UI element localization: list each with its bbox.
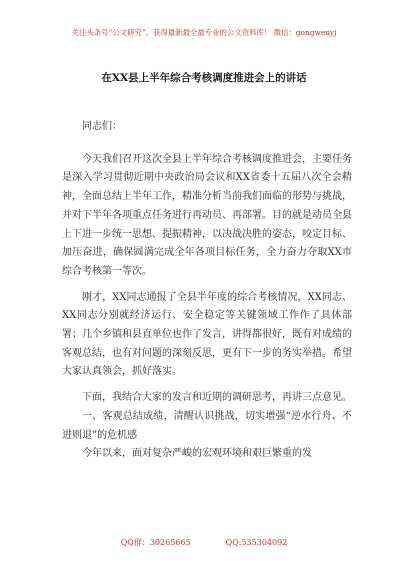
footer-contact [0,537,408,548]
paragraph-section-one-start: 今年以来，面对复杂严峻的宏观环境和艰巨繁重的发 [82,448,312,460]
qq-label: QQ:535304092 [225,538,288,547]
document-title: 在XX县上半年综合考核调度推进会上的讲话 [101,72,307,84]
section-heading-one: 一、客观总结成绩，清醒认识挑战，切实增强“逆水行舟、不进则退”的危机感 [62,410,352,441]
salutation: 同志们： [82,121,122,132]
qq-group-label: QQ群：30265665 [120,538,191,547]
paragraph-review: 刚才，XX同志通报了全县半年度的综合考核情况，XX同志、XX同志分别就经济运行、安全稳定等关键领域工作作了具体部署；几个乡镇和县直单位也作了发言，讲得都很好，既有对成绩的客观总结，也有对问题的深刻反思，更有下一步的务实举措。希望大家认真领会，抓好落实。 [62,291,352,378]
paragraph-intro: 今天我们召开这次全县上半年综合考核调度推进会，主要任务是深入学习贯彻近期中央政治局会议和XX省委十五届八次全会精神，全面总结上半年工作，精准分析当前我们面临的形势与挑战，并对下半年各项重点任务进行再动员、再部署。目的就是动员全县上下进一步统一思想、提振精神，以决战决胜的姿态，咬定目标、加压奋进，确保圆满完成全年各项目标任务，全力奋力夺取XX市综合考核第一等次。 [62,153,352,277]
header-banner: 关注头条号“公文研究”，获得最新最全最专业的公文资料库！ 微信：gongwenyj [71,28,337,37]
document-body [62,118,352,464]
paragraph-transition: 下面，我结合大家的发言和近期的调研思考，再讲三点意见。 [82,392,352,404]
